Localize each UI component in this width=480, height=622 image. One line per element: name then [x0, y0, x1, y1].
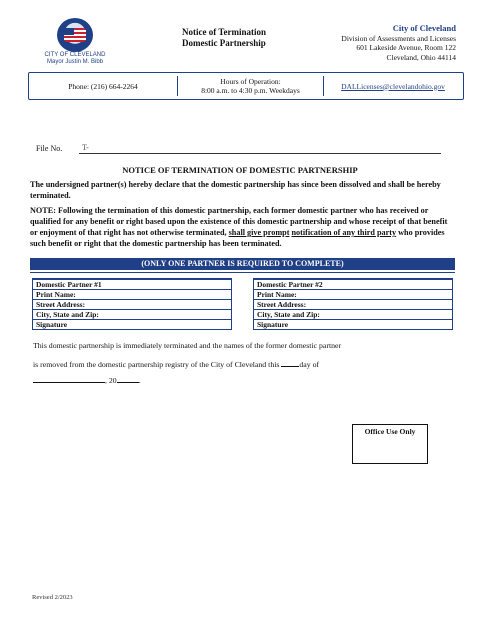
partner2-table	[253, 278, 453, 330]
notice-title: NOTICE OF TERMINATION OF DOMESTIC PARTNERSHIP	[122, 165, 358, 175]
termination-statement-line1: This domestic partnership is immediately terminated and the names of the former domestic partner	[33, 341, 342, 350]
note-text-2: who provides such benefit or right that the domestic partnership has been terminated.	[30, 228, 445, 248]
termination-statement-line3	[33, 374, 463, 386]
partner1-print-name[interactable]: Print Name:	[33, 290, 232, 300]
org-address-block	[341, 24, 456, 62]
file-number-line	[79, 153, 441, 154]
partner1-signature[interactable]: Signature	[33, 320, 232, 330]
partner2-city[interactable]: City, State and Zip:	[254, 310, 453, 320]
flag-icon	[64, 28, 86, 42]
partner1-street[interactable]: Street Address:	[33, 300, 232, 310]
note-underline-2: notification of any third party	[291, 228, 397, 237]
hours-label: Hours of Operation:	[220, 77, 281, 86]
title-line-1: Notice of Termination	[182, 27, 266, 37]
file-number-value[interactable]: T-	[82, 143, 89, 152]
address-line-1: 601 Lakeside Avenue, Room 122	[356, 43, 456, 52]
title-line-2: Domestic Partnership	[182, 38, 266, 48]
revised-date: Revised 2/2023	[32, 594, 73, 601]
partner2-print-name[interactable]: Print Name:	[254, 290, 453, 300]
statement-day-of: day of	[299, 360, 320, 369]
address-line-2: Cleveland, Ohio 44114	[386, 52, 456, 62]
partner1-table	[32, 278, 232, 330]
contact-info-bar	[28, 72, 464, 100]
logo-city-name: CITY OF CLEVELAND	[44, 52, 106, 58]
year-blank[interactable]	[117, 374, 139, 383]
division-name: Division of Assessments and Licenses	[341, 33, 456, 43]
logo-mayor: Mayor Justin M. Bibb	[46, 59, 104, 65]
hours-value: 8:00 a.m. to 4:30 p.m. Weekdays	[201, 86, 300, 95]
note-paragraph	[30, 205, 455, 249]
partner1-heading: Domestic Partner #1	[33, 279, 232, 290]
year-prefix: , 20	[105, 376, 117, 385]
termination-statement-line2	[33, 358, 463, 370]
hours-block	[178, 73, 323, 99]
logo-caption	[30, 52, 120, 66]
partner2-street[interactable]: Street Address:	[254, 300, 453, 310]
phone-text: Phone: (216) 664-2264	[68, 81, 138, 91]
statement-text: is removed from the domestic partnership registry of the City of Cleveland this	[33, 360, 280, 369]
note-text-1: NOTE: Following the termination of this domestic partnership, each former domestic partner who has received or qualified for any benefit or right based upon the existence of this domestic partnership and whose receipt of that benefit or enjoyment of that right has not otherwise terminated,	[30, 206, 448, 237]
one-partner-banner: (ONLY ONE PARTNER IS REQUIRED TO COMPLETE)	[30, 258, 455, 270]
email-link[interactable]: DALLicenses@clevelandohio.gov	[341, 81, 445, 91]
period: .	[138, 376, 141, 385]
day-blank[interactable]	[281, 358, 299, 367]
document-title	[182, 27, 266, 49]
partner2-signature[interactable]: Signature	[254, 320, 453, 330]
partner1-city[interactable]: City, State and Zip:	[33, 310, 232, 320]
declaration-paragraph: The undersigned partner(s) hereby declare that the domestic partnership has since been dissolved and shall be hereby terminated.	[30, 180, 441, 200]
office-use-box: Office Use Only	[352, 424, 428, 464]
note-underline-1: shall give prompt	[228, 228, 290, 237]
month-blank[interactable]	[33, 374, 105, 383]
org-name: City of Cleveland	[392, 23, 456, 33]
partner2-heading: Domestic Partner #2	[254, 279, 453, 290]
file-number-label: File No.	[36, 144, 63, 153]
banner-rule	[30, 272, 455, 273]
